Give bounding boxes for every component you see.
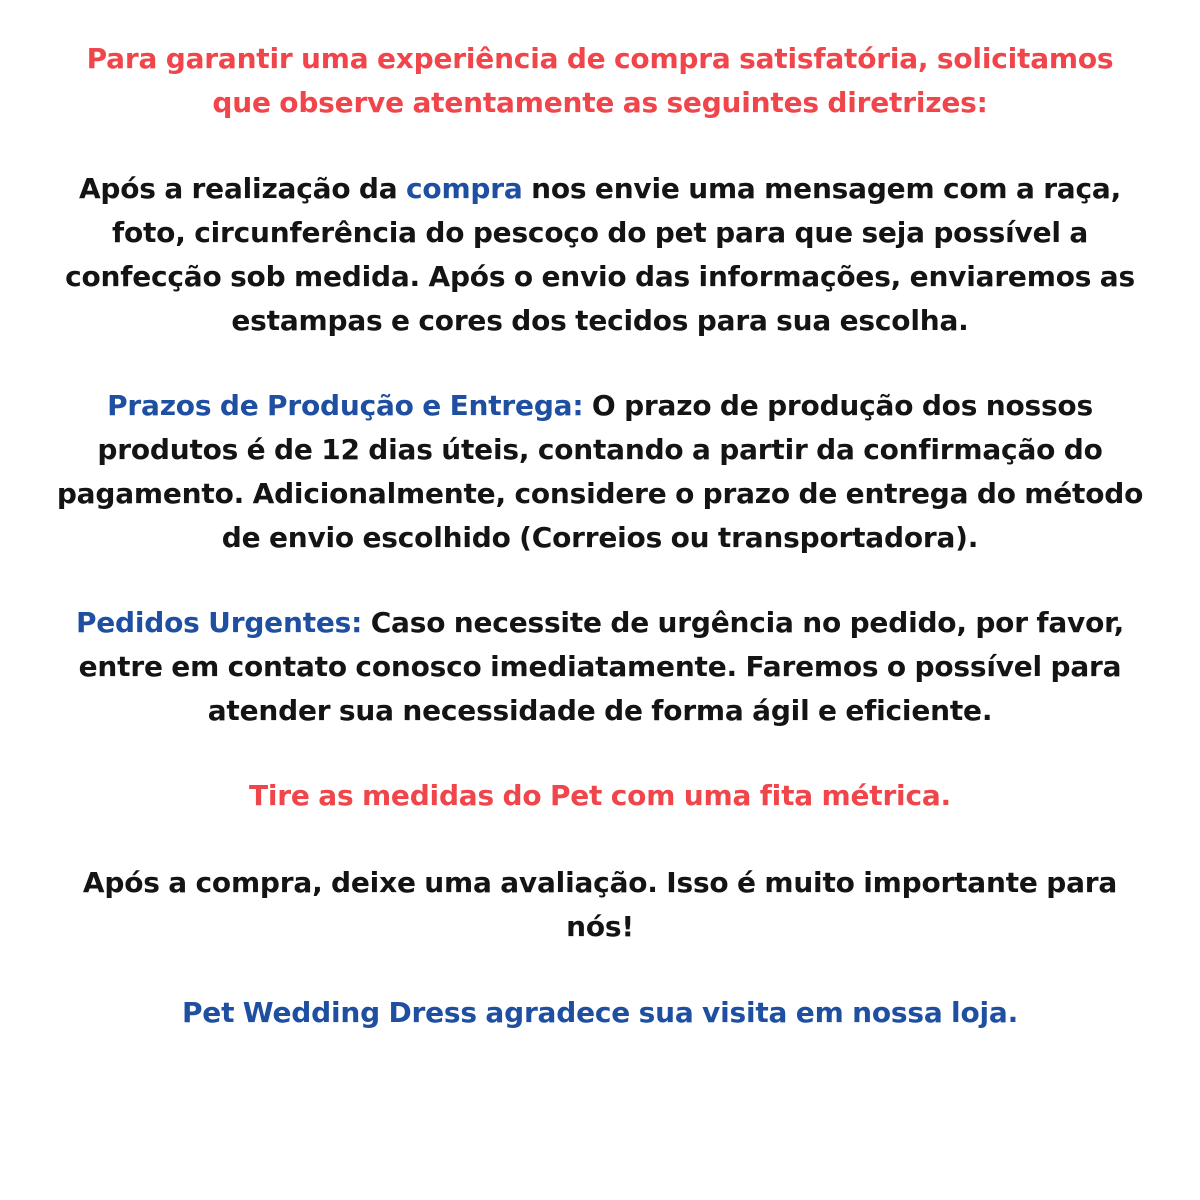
- intro-paragraph: [40, 37, 1160, 125]
- thanks-line: Pet Wedding Dress agradece sua visita em nossa loja.: [181, 996, 1019, 1029]
- urgent-line: [40, 601, 1160, 645]
- purchase-highlight: compra: [406, 172, 523, 205]
- deadlines-paragraph: [40, 384, 1160, 560]
- intro-line: que observe atentamente as seguintes diretrizes:: [212, 86, 988, 119]
- urgent-line: atender sua necessidade de forma ágil e eficiente.: [207, 694, 993, 727]
- urgent-heading: Pedidos Urgentes:: [75, 606, 363, 639]
- measure-line: Tire as medidas do Pet com uma fita métrica.: [249, 779, 951, 812]
- deadlines-text: O prazo de produção dos nossos: [583, 389, 1093, 422]
- urgent-orders-paragraph: [40, 601, 1160, 733]
- purchase-instructions-paragraph: [40, 167, 1160, 343]
- deadlines-line: de envio escolhido (Correios ou transportadora).: [221, 521, 979, 554]
- purchase-text: nos envie uma mensagem com a raça,: [522, 172, 1122, 205]
- purchase-text: Após a realização da: [78, 172, 407, 205]
- purchase-line: foto, circunferência do pescoço do pet para que seja possível a: [111, 216, 1089, 249]
- review-paragraph: [40, 861, 1160, 949]
- review-line: Após a compra, deixe uma avaliação. Isso é muito importante para: [82, 866, 1118, 899]
- purchase-line: confecção sob medida. Após o envio das informações, enviaremos as: [65, 260, 1135, 293]
- deadlines-heading: Prazos de Produção e Entrega:: [107, 389, 584, 422]
- deadlines-line: [40, 384, 1160, 428]
- urgent-text: Caso necessite de urgência no pedido, por favor,: [362, 606, 1125, 639]
- intro-line: Para garantir uma experiência de compra satisfatória, solicitamos: [86, 42, 1114, 75]
- purchase-line: [40, 167, 1160, 211]
- measure-paragraph: [40, 774, 1160, 818]
- review-line: nós!: [566, 910, 634, 943]
- deadlines-line: produtos é de 12 dias úteis, contando a partir da confirmação do: [97, 433, 1103, 466]
- purchase-line: estampas e cores dos tecidos para sua escolha.: [231, 304, 969, 337]
- deadlines-line: pagamento. Adicionalmente, considere o prazo de entrega do método: [56, 477, 1144, 510]
- thanks-paragraph: [40, 991, 1160, 1035]
- urgent-line: entre em contato conosco imediatamente. Faremos o possível para: [78, 650, 1122, 683]
